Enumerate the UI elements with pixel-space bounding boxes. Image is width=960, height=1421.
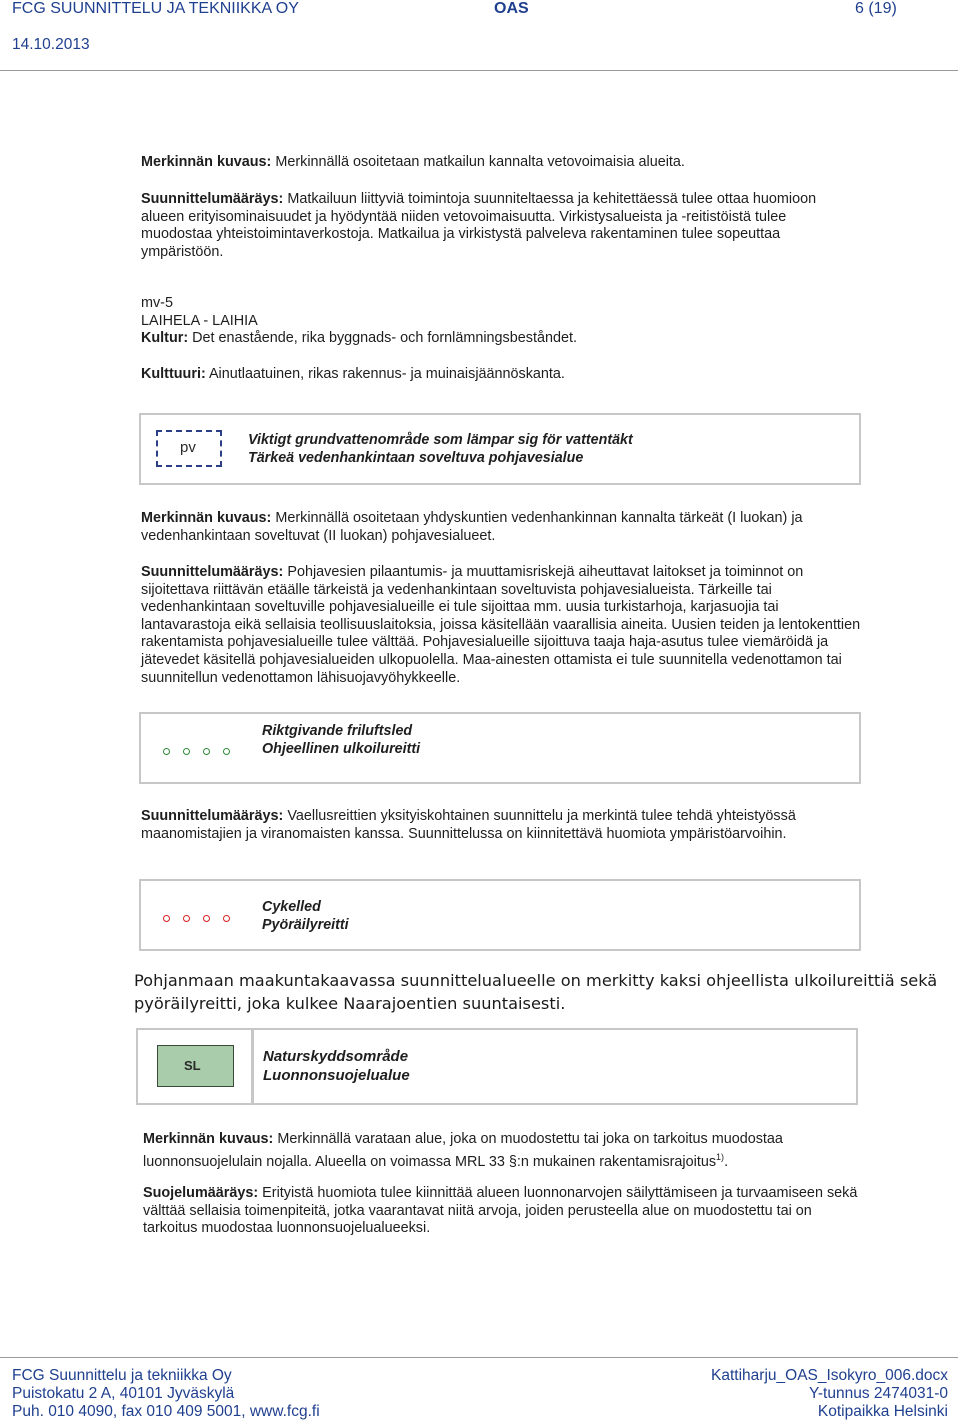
footer-divider <box>0 1357 958 1358</box>
mv5-kulttuuri-text: Ainutlaatuinen, rikas rakennus- ja muinaisjäännöskanta. <box>205 366 565 382</box>
mv5-kultur-label: Kultur: <box>141 330 189 347</box>
legend-box-pv <box>139 413 861 485</box>
sl-desc-text: Merkinnällä varataan alue, joka on muodostettu tai joka on tarkoitus muodostaa luonnonsuojelulain nojalla. Alueella on voimassa MRL 33 §:n mukainen rakentamisrajoitus <box>143 1131 783 1170</box>
pv-reg-label: Suunnittelumääräys: <box>141 564 284 580</box>
legend-box-sl <box>136 1028 858 1105</box>
footer-phone: Puh. 010 4090, fax 010 409 5001, www.fcg.fi <box>12 1403 320 1420</box>
route-dot <box>223 915 230 922</box>
tourism-reg-text: Matkailuun liittyviä toimintoja suunniteltaessa ja kehitettäessä tulee ottaa huomioon alueen erityisominaisuudet ja hyödyntää niiden vetovoimaisuutta. Virkistysalueista ja -reitistöistä tulee muodostaa yhteistoimintaverkostoja. Matkailua ja virkistystä palveleva rakentaminen tulee sopeuttaa ympäristöön. <box>141 191 817 260</box>
mv5-kultur <box>141 330 861 348</box>
header-page-number: 6 (19) <box>855 0 897 17</box>
route-dot <box>203 748 210 755</box>
legend-pv-sv: Viktigt grundvattenområde som lämpar sig för vattentäkt <box>248 432 633 448</box>
sl-description <box>143 1131 863 1171</box>
outdoor-reg-label: Suunnittelumääräys: <box>141 808 284 824</box>
legend-box-outdoor-route <box>139 712 861 784</box>
sl-symbol <box>157 1045 234 1087</box>
header-divider <box>0 70 958 71</box>
pv-description <box>141 510 861 545</box>
body-paragraph: Pohjanmaan maakuntakaavassa suunnittelualueelle on merkitty kaksi ohjeellista ulkoilureittiä sekä pyöräilyreitti, joka kulkee Naarajoentien suuntaisesti. <box>134 971 938 1013</box>
header-date: 14.10.2013 <box>12 36 90 53</box>
tourism-reg-label: Suunnittelumääräys: <box>141 191 284 207</box>
sl-desc-end: . <box>724 1153 729 1170</box>
pv-symbol <box>156 430 222 467</box>
route-dot <box>163 915 170 922</box>
route-dot <box>183 915 190 922</box>
outdoor-reg-text: Vaellusreittien yksityiskohtainen suunnittelu ja merkintä tulee tehdä yhteistyössä maanomistajien ja viranomaisten kanssa. Suunnittelussa on kiinnitettävä huomiota ympäristöarvoihin. <box>141 808 796 842</box>
mv5-name: LAIHELA - LAIHIA <box>141 312 258 329</box>
footer-filename: Kattiharju_OAS_Isokyro_006.docx <box>711 1367 948 1384</box>
footer-address: Puistokatu 2 A, 40101 Jyväskylä <box>12 1385 235 1402</box>
route-dot <box>223 748 230 755</box>
legend-outdoor-fi: Ohjeellinen ulkoilureitti <box>262 741 421 757</box>
sl-divider <box>251 1030 254 1103</box>
route-dot <box>183 748 190 755</box>
legend-bike-fi: Pyöräilyreitti <box>262 917 349 933</box>
pv-reg-text: Pohjavesien pilaantumis- ja muuttamisriskejä aiheuttavat laitokset ja toiminnot on sijoitettava riittävän etäälle tärkeistä ja vedenhankintaan soveltuvista pohjavesialueista. Tärkeille tai vedenhankintaan soveltuville pohjavesialueille ei tule sijoittaa mm. uusia turkistarhoja, karjasuojia tai lantavarastoja eikä sellaisia teollisuuslaitoksia, joissa käsitellään vaarallisia aineita. Uusien teiden ja lentokenttien rakentamista pohjavesialueille tulee välttää. Pohjavesialueille sijoittuva taaja haja-asutus tulee viemäröidä ja jätevedet käsitellä pohjavesialueiden ulkopuolella. Maa-ainesten ottamista ei tule suunnitella vedenottamon tai suunnitellun vedenottamon lähisuojavyöhykkeelle. <box>141 564 861 686</box>
legend-pv-fi: Tärkeä vedenhankintaan soveltuva pohjavesialue <box>248 450 584 466</box>
mv5-code: mv-5 <box>141 295 173 311</box>
route-dot <box>203 915 210 922</box>
legend-sl-fi: Luonnonsuojelualue <box>263 1067 410 1084</box>
tourism-regulation <box>141 191 861 261</box>
sl-desc-footnote: 1) <box>716 1151 725 1162</box>
header-doc-type: OAS <box>494 0 529 17</box>
sl-desc-label: Merkinnän kuvaus: <box>143 1131 274 1147</box>
sl-prot-label: Suojelumääräys: <box>143 1185 259 1201</box>
legend-outdoor-sv: Riktgivande friluftsled <box>262 723 413 739</box>
sl-symbol-label: SL <box>184 1058 201 1073</box>
pv-desc-text: Merkinnällä osoitetaan yhdyskuntien vedenhankinnan kannalta tärkeät (I luokan) ja vedenhankintaan soveltuvat (II luokan) pohjavesialueet. <box>141 510 803 544</box>
mv5-kulttuuri <box>141 366 861 384</box>
bike-route-symbol <box>163 915 238 925</box>
legend-box-bike-route <box>139 879 861 951</box>
sl-prot-text: Erityistä huomiota tulee kiinnittää alueen luonnonarvojen säilyttämiseen ja turvaamiseen sekä välttää sellaisia toimenpiteitä, jotka vaarantavat niitä arvoja, joiden perusteella alue on muodostettu tai on tarkoitus muodostaa luonnonsuojelualueeksi. <box>143 1185 858 1237</box>
outdoor-regulation <box>141 808 861 843</box>
mv5-block <box>141 295 861 348</box>
pv-regulation <box>141 564 861 687</box>
footer-business-id: Y-tunnus 2474031-0 <box>808 1385 948 1402</box>
legend-bike-sv: Cykelled <box>262 899 321 915</box>
header-company: FCG SUUNNITTELU JA TEKNIIKKA OY <box>12 0 299 17</box>
mv5-kultur-text: Det enastående, rika byggnads- och fornlämningsbeståndet. <box>188 330 577 347</box>
footer-company: FCG Suunnittelu ja tekniikka Oy <box>12 1367 232 1384</box>
pv-symbol-label: pv <box>180 439 196 456</box>
mv5-kulttuuri-label: Kulttuuri: <box>141 366 206 382</box>
tourism-desc-text: Merkinnällä osoitetaan matkailun kannalta vetovoimaisia alueita. <box>271 154 685 170</box>
tourism-description <box>141 154 861 172</box>
outdoor-route-symbol <box>163 748 238 758</box>
legend-sl-sv: Naturskyddsområde <box>263 1048 409 1065</box>
footer-domicile: Kotipaikka Helsinki <box>817 1403 948 1420</box>
route-dot <box>163 748 170 755</box>
sl-protection-regulation <box>143 1185 863 1238</box>
pv-desc-label: Merkinnän kuvaus: <box>141 510 272 526</box>
tourism-desc-label: Merkinnän kuvaus: <box>141 154 272 170</box>
